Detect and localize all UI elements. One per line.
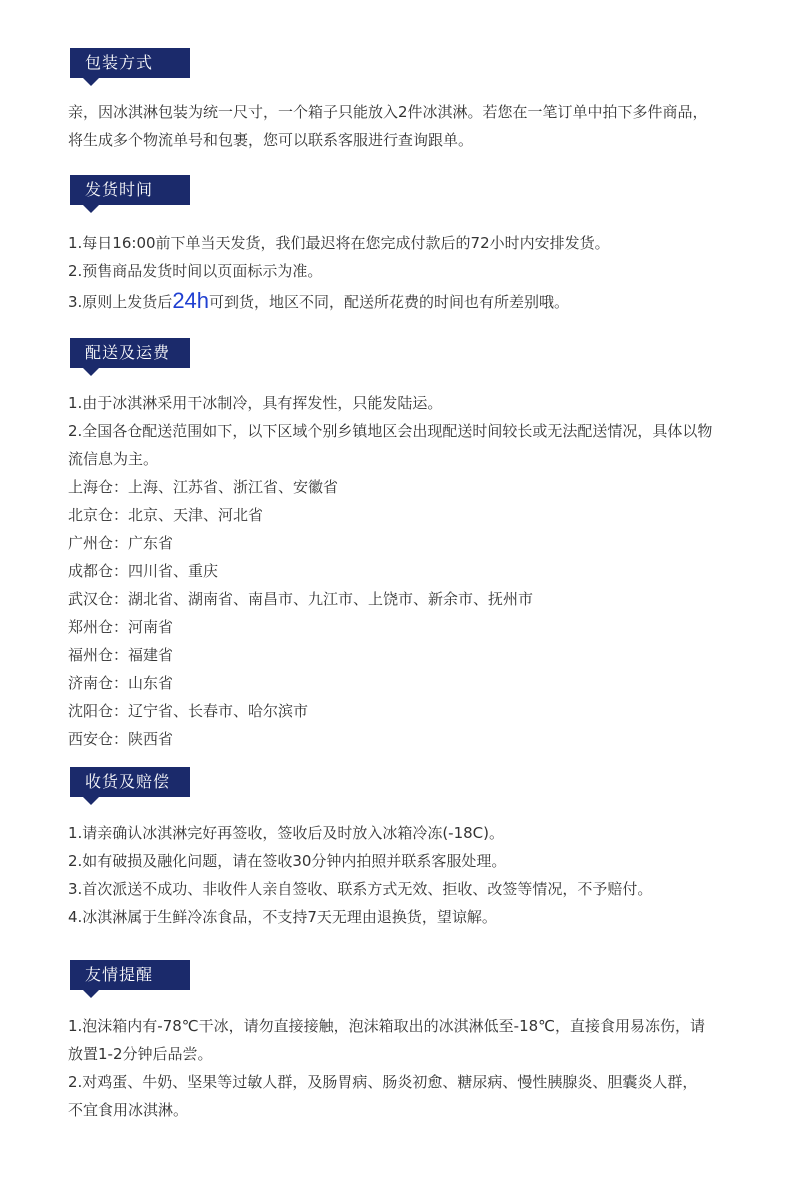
warehouse-line: 济南仓：山东省	[68, 674, 174, 692]
section-title-shipping-time: 发货时间	[70, 175, 190, 205]
delivery-suffix: 可到货，地区不同，配送所花费的时间也有所差别哦。	[209, 293, 570, 311]
section-body-shipping-time	[68, 229, 758, 317]
warehouse-line: 北京仓：北京、天津、河北省	[68, 506, 264, 524]
text-line: 1.泡沫箱内有-78℃干冰，请勿直接接触，泡沫箱取出的冰淇淋低至-18℃，直接食用易冻伤，请	[68, 1017, 706, 1035]
text-line: 3.首次派送不成功、非收件人亲自签收、联系方式无效、拒收、改签等情况，不予赔付。	[68, 880, 653, 898]
text-line: 放置1-2分钟后品尝。	[68, 1045, 213, 1063]
warehouse-line: 武汉仓：湖北省、湖南省、南昌市、九江市、上饶市、新余市、抚州市	[68, 590, 534, 608]
text-line: 2.预售商品发货时间以页面标示为准。	[68, 262, 323, 280]
section-body-receipt-compensation	[68, 819, 758, 931]
text-line: 2.全国各仓配送范围如下，以下区域个别乡镇地区会出现配送时间较长或无法配送情况，具体以物	[68, 422, 713, 440]
section-title-delivery-fees: 配送及运费	[70, 338, 190, 368]
section-title-packaging: 包装方式	[70, 48, 190, 78]
warehouse-line: 西安仓：陕西省	[68, 730, 174, 748]
delivery-highlight: 24h	[172, 288, 210, 313]
text-line: 2.如有破损及融化问题，请在签收30分钟内拍照并联系客服处理。	[68, 852, 507, 870]
text-line: 1.每日16:00前下单当天发货，我们最迟将在您完成付款后的72小时内安排发货。	[68, 234, 610, 252]
warehouse-line: 郑州仓：河南省	[68, 618, 174, 636]
text-line: 将生成多个物流单号和包裹，您可以联系客服进行查询跟单。	[68, 131, 474, 149]
section-body-reminders	[68, 1012, 758, 1124]
text-line: 1.由于冰淇淋采用干冰制冷，具有挥发性，只能发陆运。	[68, 394, 443, 412]
text-line: 4.冰淇淋属于生鲜冷冻食品，不支持7天无理由退换货，望谅解。	[68, 908, 497, 926]
text-line: 1.请亲确认冰淇淋完好再签收，签收后及时放入冰箱冷冻(-18C)。	[68, 824, 504, 842]
text-line: 流信息为主。	[68, 450, 159, 468]
text-line: 亲，因冰淇淋包装为统一尺寸，一个箱子只能放入2件冰淇淋。若您在一笔订单中拍下多件商品，	[68, 103, 708, 121]
section-body-delivery-fees	[68, 389, 758, 753]
warehouse-line: 上海仓：上海、江苏省、浙江省、安徽省	[68, 478, 339, 496]
warehouse-line: 广州仓：广东省	[68, 534, 174, 552]
warehouse-line: 福州仓：福建省	[68, 646, 174, 664]
section-body-packaging	[68, 98, 758, 154]
text-line: 2.对鸡蛋、牛奶、坚果等过敏人群，及肠胃病、肠炎初愈、糖尿病、慢性胰腺炎、胆囊炎人群，	[68, 1073, 698, 1091]
warehouse-line: 成都仓：四川省、重庆	[68, 562, 219, 580]
text-line-delivery	[68, 285, 758, 317]
section-title-receipt-compensation: 收货及赔偿	[70, 767, 190, 797]
delivery-prefix: 3.原则上发货后	[68, 293, 173, 311]
text-line: 不宜食用冰淇淋。	[68, 1101, 189, 1119]
section-title-reminders: 友情提醒	[70, 960, 190, 990]
warehouse-line: 沈阳仓：辽宁省、长春市、哈尔滨市	[68, 702, 309, 720]
